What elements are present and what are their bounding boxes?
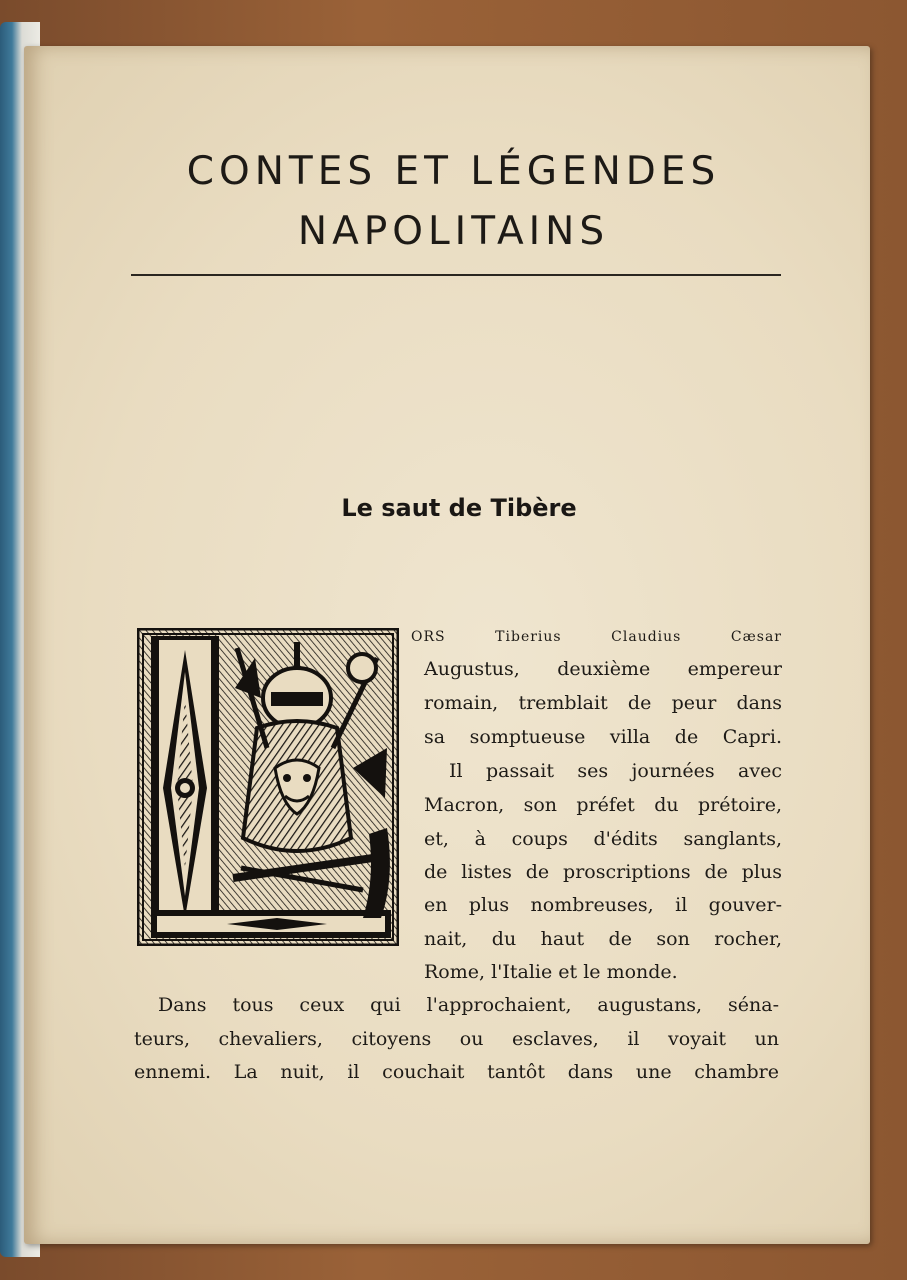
text-line-4: sa somptueuse villa de Capri. <box>424 726 782 748</box>
text-line-1 <box>411 626 782 645</box>
text-line-1-content: ORS Tiberius Claudius Cæsar <box>411 629 782 645</box>
text-line-14: ennemi. La nuit, il couchait tantôt dans une chambre <box>134 1061 779 1083</box>
text-line-12: Dans tous ceux qui l'approchaient, augustans, séna- <box>158 994 779 1016</box>
book-title-line-2: NAPOLITAINS <box>297 209 610 254</box>
text-line-5: Il passait ses journées avec <box>449 760 782 782</box>
text-line-8: de listes de proscriptions de plus <box>424 861 782 883</box>
title-divider <box>131 274 781 276</box>
text-line-13: teurs, chevaliers, citoyens ou esclaves, il voyait un <box>134 1028 779 1050</box>
text-line-11: Rome, l'Italie et le monde. <box>424 961 678 983</box>
text-line-10: nait, du haut de son rocher, <box>424 928 782 950</box>
text-line-6: Macron, son préfet du prétoire, <box>424 794 782 816</box>
text-line-3: romain, tremblait de peur dans <box>424 692 782 714</box>
story-title: Le saut de Tibère <box>341 494 577 522</box>
text-line-7: et, à coups d'édits sanglants, <box>424 828 782 850</box>
text-line-2: Augustus, deuxième empereur <box>424 658 782 680</box>
text-line-9: en plus nombreuses, il gouver- <box>424 894 782 916</box>
book-title-line-1: CONTES ET LÉGENDES <box>186 149 721 194</box>
illuminated-drop-cap-l-image <box>137 628 399 946</box>
